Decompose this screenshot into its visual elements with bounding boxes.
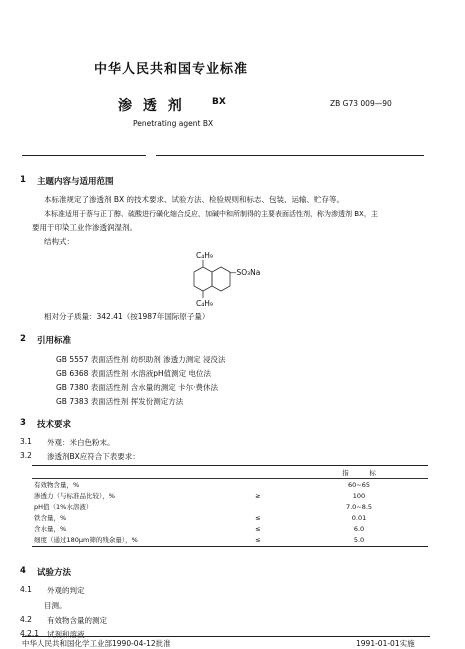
standard-number: ZB G73 009—90	[330, 99, 392, 108]
approval-statement: 中华人民共和国化学工业部1990-04-12批准	[22, 639, 171, 648]
spec-value: 0.01	[351, 513, 367, 522]
product-name: 渗 透 剂	[118, 98, 185, 114]
formula-top-group: C₄H₉	[196, 251, 213, 260]
section-1-heading: 主题内容与适用范围	[37, 177, 114, 187]
footer-divider	[22, 636, 430, 637]
clause-4-2-number: 4.2	[20, 615, 32, 624]
spec-name: 铁含量，%	[34, 514, 67, 522]
table-header-index-char1: 指	[342, 469, 349, 477]
header-divider-left	[22, 155, 146, 156]
spec-condition: ≥	[255, 491, 261, 500]
clause-4-1-text: 外观的判定	[47, 586, 85, 595]
spec-name: 细度（通过180μm筛的残余量），%	[34, 536, 138, 544]
table-header-blank	[32, 467, 226, 479]
reference-standard-2: GB 6368 表面活性剂 水溶液pH值测定 电位法	[56, 369, 211, 378]
section-4-heading: 试验方法	[37, 568, 72, 578]
section-2-number: 2	[20, 334, 26, 344]
clause-3-1-number: 3.1	[20, 437, 32, 446]
clause-4-2-text: 有效物含量的测定	[47, 616, 107, 625]
structure-label: 结构式：	[44, 237, 74, 246]
spec-name: 有效物含量，%	[34, 481, 80, 489]
table-row	[32, 512, 428, 523]
section-4-number: 4	[20, 566, 26, 576]
section-1-paragraph-1: 本标准规定了渗透剂 BX 的技术要求、试验方法、检验规则和标志、包装、运输、贮存等。	[44, 195, 345, 204]
reference-standard-3: GB 7380 表面活性剂 含水量的测定 卡尔·费休法	[56, 383, 218, 392]
clause-3-2-text: 渗透剂BX应符合下表要求：	[47, 452, 140, 461]
spec-value: 5.0	[353, 535, 365, 544]
clause-4-1-number: 4.1	[20, 585, 32, 594]
table-header-blank-2	[226, 467, 290, 479]
spec-condition: ≤	[255, 535, 261, 544]
specification-table	[32, 467, 428, 545]
table-header-index-char2: 标	[369, 469, 376, 477]
spec-name: pH值（1%水溶液）	[34, 503, 93, 511]
spec-condition	[226, 479, 290, 491]
clause-3-1-text: 外观：米白色粉末。	[47, 438, 115, 447]
formula-sulfonate-group: —SO₃Na	[229, 268, 261, 277]
section-3-number: 3	[20, 418, 26, 428]
header-divider-right	[156, 155, 424, 156]
clause-4-2-1-text: 试剂和溶液	[47, 630, 85, 639]
reference-standard-4: GB 7383 表面活性剂 挥发份测定方法	[56, 397, 184, 406]
table-row	[32, 490, 428, 501]
section-3-heading: 技术要求	[37, 420, 72, 430]
reference-standard-1: GB 5557 表面活性剂 纺织助剂 渗透力测定 浸没法	[56, 355, 226, 364]
spec-condition: ≤	[255, 524, 261, 533]
spec-condition	[226, 501, 290, 512]
spec-value: 6.0	[353, 524, 365, 533]
spec-value: 7.0~8.5	[345, 502, 373, 511]
table-header-index	[290, 467, 428, 479]
table-top-rule	[32, 465, 428, 466]
naphthalene-structure-diagram	[186, 260, 236, 298]
implementation-date: 1991-01-01实施	[356, 639, 415, 648]
clause-4-2-1-number: 4.2.1	[20, 629, 40, 638]
table-row	[32, 534, 428, 545]
section-1-paragraph-2b: 要用于印染工业作渗透润湿剂。	[32, 223, 137, 232]
table-bottom-rule	[32, 546, 428, 547]
spec-name: 含水量，%	[34, 525, 67, 533]
english-title: Penetrating agent BX	[133, 119, 214, 128]
spec-value: 100	[352, 491, 366, 500]
section-2-heading: 引用标准	[37, 336, 72, 346]
table-header-row	[32, 467, 428, 479]
section-1-paragraph-2a: 本标准适用于萘与正丁醇、硫酸进行磺化缩合反应，加碱中和所制得的主要表面活性剂，称为渗透剂 BX，主	[44, 210, 378, 218]
spec-condition: ≤	[255, 513, 261, 522]
molecular-weight: 相对分子质量：342.41（按1987年国际原子量）	[44, 312, 210, 321]
table-row	[32, 479, 428, 491]
clause-3-2-number: 3.2	[20, 451, 32, 460]
formula-bottom-group: C₄H₉	[196, 299, 213, 308]
product-code: BX	[212, 97, 226, 107]
clause-4-1-body: 目测。	[44, 601, 67, 610]
table-row	[32, 523, 428, 534]
table-row	[32, 501, 428, 512]
spec-value: 60~65	[348, 480, 370, 489]
section-1-number: 1	[20, 175, 26, 185]
spec-name: 渗透力（与标准品比较），%	[34, 492, 115, 500]
document-header-title: 中华人民共和国专业标准	[94, 62, 249, 77]
